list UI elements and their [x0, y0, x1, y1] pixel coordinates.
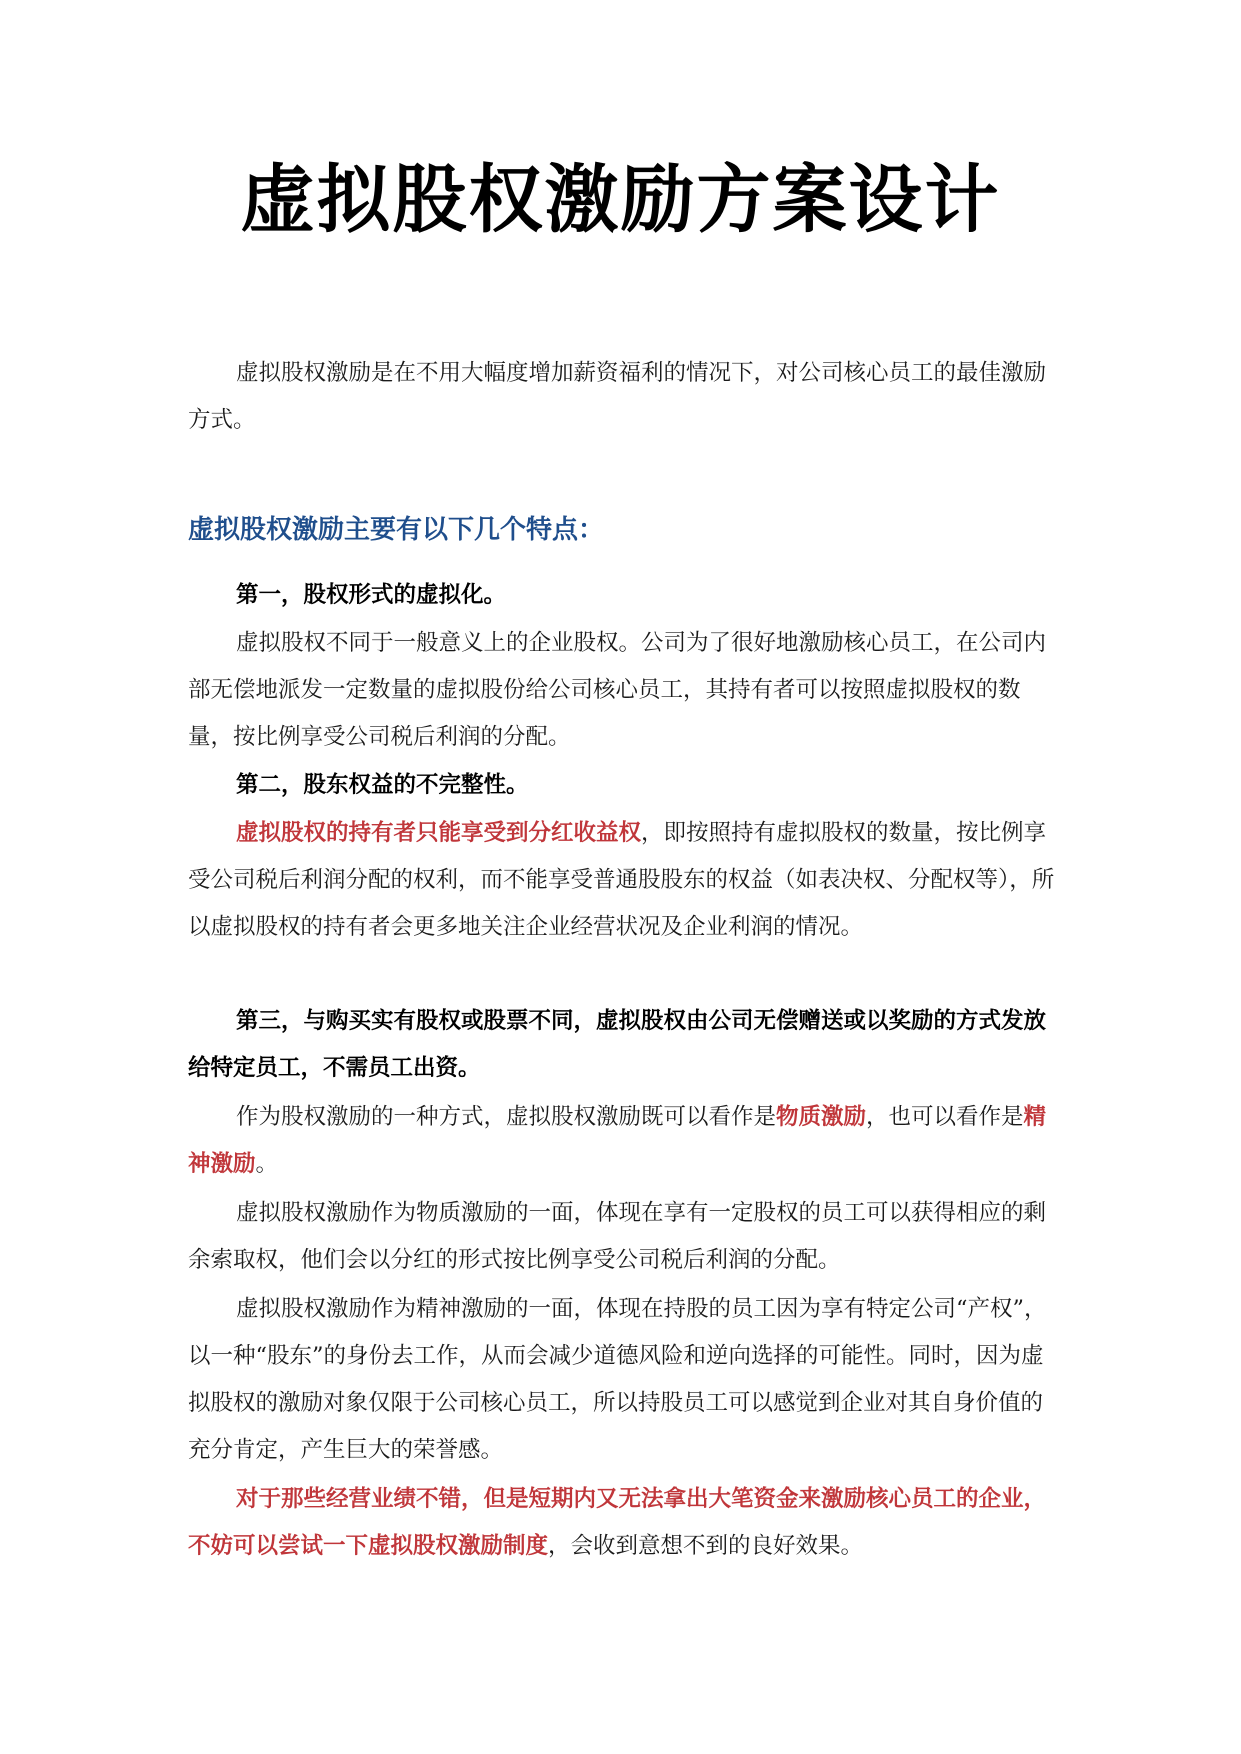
material-paragraph: 虚拟股权激励作为物质激励的一面，体现在享有一定股权的员工可以获得相应的剩余索取权，他们会以分红的形式按比例享受公司税后利润的分配。: [188, 1200, 1047, 1273]
spiritual-incentive-highlight: 精神激励: [188, 1104, 1047, 1177]
material-incentive-highlight: 物质激励: [776, 1104, 867, 1130]
point3-text-a: 作为股权激励的一种方式，虚拟股权激励既可以看作是: [236, 1104, 777, 1130]
point3-heading-text: 第三，与购买实有股权或股票不同，虚拟股权由公司无偿赠送或以奖励的方式发放给特定员工，不需员工出资。: [188, 1008, 1047, 1081]
conclusion-paragraph: [188, 1476, 1056, 1570]
point1-paragraph: 虚拟股权不同于一般意义上的企业股权。公司为了很好地激励核心员工，在公司内部无偿地派发一定数量的虚拟股份给公司核心员工，其持有者可以按照虚拟股权的数量，按比例享受公司税后利润的分配。: [188, 630, 1047, 750]
point3-paragraph: [188, 1094, 1056, 1188]
point3-text-b: ，也可以看作是: [866, 1104, 1024, 1130]
point2-rest: ，即按照持有虚拟股权的数量，按比例享受公司税后利润分配的权利，而不能享受普通股股东的权益（如表决权、分配权等），所以虚拟股权的持有者会更多地关注企业经营状况及企业利润的情况。: [188, 820, 1055, 940]
conclusion-highlight: 对于那些经营业绩不错，但是短期内又无法拿出大笔资金来激励核心员工的企业，不妨可以尝试一下虚拟股权激励制度: [188, 1486, 1047, 1559]
intro-paragraph: 虚拟股权激励是在不用大幅度增加薪资福利的情况下，对公司核心员工的最佳激励方式。: [188, 360, 1047, 433]
point2-paragraph: [188, 810, 1056, 951]
conclusion-rest: ，会收到意想不到的良好效果。: [548, 1533, 864, 1559]
point1-heading-text: 第一，股权形式的虚拟化。: [236, 582, 507, 608]
point2-heading-text: 第二，股东权益的不完整性。: [236, 772, 529, 798]
section-heading: 虚拟股权激励主要有以下几个特点：: [188, 515, 605, 545]
point2-highlight: 虚拟股权的持有者只能享受到分红收益权: [236, 820, 642, 846]
spiritual-paragraph: 虚拟股权激励作为精神激励的一面，体现在持股的员工因为享有特定公司“产权”，以一种“股东”的身份去工作，从而会减少道德风险和逆向选择的可能性。同时，因为虚拟股权的激励对象仅限于公司核心员工，所以持股员工可以感觉到企业对其自身价值的充分肯定，产生巨大的荣誉感。: [188, 1296, 1047, 1463]
page-title: 虚拟股权激励方案设计: [240, 157, 1001, 243]
point2-heading: [188, 762, 1056, 809]
point3-heading: [188, 998, 1056, 1092]
point1-heading: [188, 572, 1056, 619]
point3-text-c: 。: [255, 1151, 279, 1177]
